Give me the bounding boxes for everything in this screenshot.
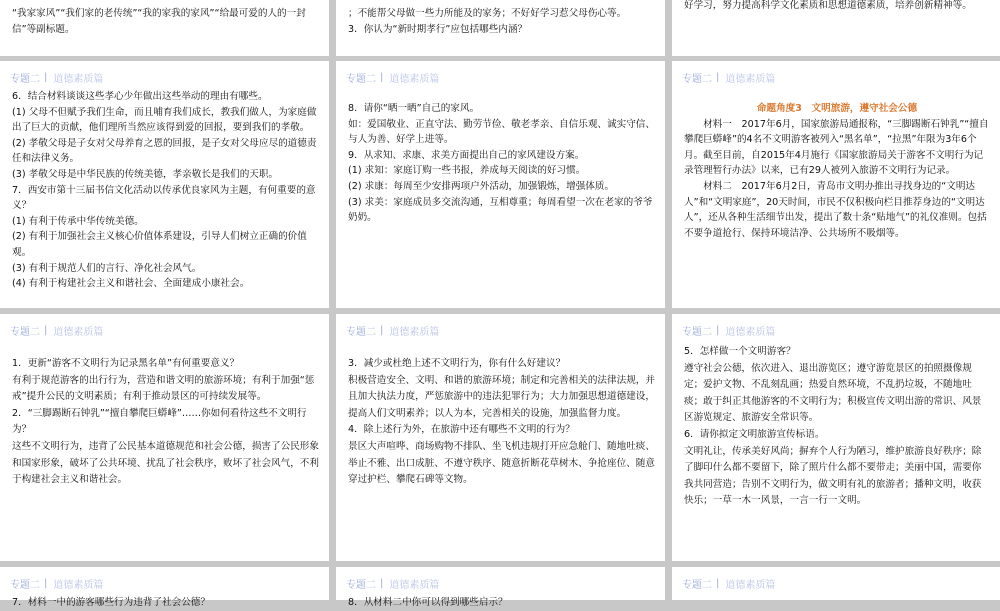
slide-r1c0	[0, 61, 329, 308]
text-line: 3．你认为“新时期孝行”应包括哪些内涵？	[348, 23, 528, 35]
text-line: 好学习，努力提高科学文化素质和思想道德素质，培养创新精神等。	[684, 0, 972, 11]
header-subtitle: 道德素质篇	[53, 73, 104, 85]
question: 7．西安市第十三届书信文化活动以传承优良家风为主题，有何重要的意义？	[12, 184, 316, 212]
slide-r0c0	[0, 0, 329, 56]
text-line: ；不能帮父母做一些力所能及的家务；不好好学习惹父母伤心等。	[348, 8, 627, 19]
question: 6．请你拟定文明旅游宣传标语。	[684, 428, 825, 440]
answer: (4) 有利于构建社会主义和谐社会、全面建成小康社会。	[12, 278, 250, 290]
slide-r3c1	[336, 567, 665, 608]
header-separator: |	[44, 577, 48, 589]
question: 4．除上述行为外，在旅游中还有哪些不文明的行为？	[348, 424, 575, 436]
answer: 景区大声喧哗、商场购物不排队、坐飞机违规打开应急舱门、随地吐痰、举止不雅、出口成脏、不遵守秩序、随意折断花草树木、争抢座位、随意穿过护栏、攀爬石碑等文物。	[348, 440, 655, 486]
slide-header	[10, 69, 103, 85]
header-topic: 专题二	[346, 579, 376, 591]
answer: (3) 有利于规范人们的言行、净化社会风气。	[12, 262, 202, 274]
question: 2．“三脚踢断石钟乳”“擅自攀爬巨蟒峰”……你如何看待这些不文明行为？	[12, 407, 307, 436]
slide-header	[682, 575, 775, 591]
answer: (1) 父母不但赋予我们生命，而且哺育我们成长，教我们做人，为家庭做出了巨大的贡献，他们理所当然应该得到爱的回报，要到我们的孝敬。	[12, 106, 317, 134]
header-separator: |	[716, 577, 720, 589]
answer: (1) 求知：家庭订购一些书报，养成每天阅读的好习惯。	[348, 165, 586, 177]
answer: (3) 孝敬父母是中华民族的传统美德，孝亲敬长是我们的天职。	[12, 168, 279, 180]
slide-header	[10, 322, 103, 338]
header-subtitle: 道德素质篇	[725, 326, 776, 338]
question: 7．材料一中的游客哪些行为违背了社会公德？	[12, 597, 210, 608]
material-text: 材料二 2017年6月2日，青岛市文明办推出寻找身边的“文明达人”和“文明家庭”，20天时间，市民不仅积极向栏目推荐身边的“文明达人”，还从各种生活细节出发，提出了数十条“贴地气”的礼仪准则。包括不要争道抢行、保持环境洁净、公共场所不吸烟等。	[684, 180, 987, 239]
slide-body	[348, 356, 655, 489]
answer: 有利于规范游客的出行行为，营造和谐文明的旅游环境；有利于加强“惩戒”提升公民的文明素质；有利于推动景区的可持续发展等。	[12, 374, 315, 403]
header-topic: 专题二	[346, 73, 376, 85]
header-separator: |	[44, 71, 48, 83]
slide-r0c2	[672, 0, 1000, 56]
question: 8．从材料二中你可以得到哪些启示？	[348, 597, 508, 608]
question: 3．减少或杜绝上述不文明行为，你有什么好建议？	[348, 358, 566, 369]
header-separator: |	[380, 577, 384, 589]
header-topic: 专题二	[682, 73, 712, 85]
header-subtitle: 道德素质篇	[53, 326, 104, 338]
answer: 积极营造安全、文明、和谐的旅游环境；制定和完善相关的法律法规，并且加大执法力度，严惩旅游中的违法犯罪行为；大力加强思想道德建设，提高人们文明素养；以人为本，完善相关的设施，加强监督力度。	[348, 374, 655, 419]
slide-header	[682, 322, 775, 338]
header-topic: 专题二	[682, 326, 712, 338]
slide-body	[684, 344, 990, 510]
text-line: “我家家风”“我们家的老传统”“我的家我的家风”“给最可爱的人的一封信”等副标题。	[12, 8, 306, 35]
header-separator: |	[44, 324, 48, 336]
slide-r1c1	[336, 61, 665, 308]
slide-header	[346, 69, 439, 85]
slide-body	[348, 6, 655, 37]
answer: 遵守社会公德，依次进入、退出游览区；遵守游览景区的拍照摄像规定；爱护文物、不乱刻乱画；热爱自然环境，不乱扔垃圾，不随地吐痰；敢于纠正其他游客的不文明行为；积极宣传文明出游的常识、风景区游览规定、旅游安全常识等。	[684, 362, 982, 424]
header-separator: |	[380, 324, 384, 336]
header-topic: 专题二	[10, 579, 40, 591]
header-separator: |	[716, 324, 720, 336]
slide-r0c1	[336, 0, 665, 56]
question: 1．更新“游客不文明行为记录黑名单”有何重要意义？	[12, 358, 240, 369]
question: 5．怎样做一个文明游客？	[684, 346, 796, 357]
slide-r2c0	[0, 314, 329, 561]
slide-r3c2	[672, 567, 1000, 600]
slide-body	[12, 595, 319, 611]
answer: (3) 求美：家庭成员多交流沟通，互相尊重；每周看望一次在老家的爷爷奶奶。	[348, 196, 653, 224]
answer: (1) 有利于传承中华传统美德。	[12, 215, 144, 227]
answer: (2) 有利于加强社会主义核心价值体系建设，引导人们树立正确的价值观。	[12, 231, 307, 258]
question: 9．从求知、求康、求美方面提出自己的家风建设方案。	[348, 149, 585, 161]
slide-header	[346, 322, 439, 338]
slide-body	[12, 356, 319, 489]
answer: 如：爱国敬业、正直守法、勤劳节俭、敬老孝亲、自信乐观、诚实守信、与人为善、好学上进等。	[348, 118, 655, 146]
material-text: 材料一 2017年6月，国家旅游局通报称，“三脚踢断石钟乳”“擅自攀爬巨蟒峰”的4名不文明游客被列入“黑名单”，“拉黑”年限为3年6个月。截至目前，自2015年4月施行《国家旅游局关于游客不文明行为记录管理暂行办法》以来，已有29人被列入旅游不文明行为记录。	[684, 118, 989, 177]
answer: (2) 求康：每周至少安排两项户外活动，加强锻炼，增强体质。	[348, 180, 615, 192]
header-separator: |	[716, 71, 720, 83]
slide-body	[684, 0, 990, 14]
slide-r3c0	[0, 567, 329, 608]
slide-header	[10, 575, 103, 591]
header-subtitle: 道德素质篇	[53, 579, 104, 591]
header-topic: 专题二	[346, 326, 376, 338]
answer: (2) 孝敬父母是子女对父母养育之恩的回报，是子女对父母应尽的道德责任和法律义务。	[12, 137, 317, 165]
slide-r2c1	[336, 314, 665, 561]
slide-body	[684, 101, 990, 241]
header-topic: 专题二	[10, 326, 40, 338]
slide-r1c2	[672, 61, 1000, 308]
slide-body	[348, 595, 655, 611]
header-topic: 专题二	[10, 73, 40, 85]
answer: 文明礼让，传承美好风尚；摒弃个人行为陋习，维护旅游良好秩序；除了脚印什么都不要留下，除了照片什么都不要带走；美丽中国，需要你我共同营造；告别不文明行为，做文明有礼的旅游者；播种文明，收获快乐；一草一木一风景，一言一行一文明。	[684, 445, 982, 507]
header-separator: |	[380, 71, 384, 83]
slide-header	[346, 575, 439, 591]
question: 6．结合材料谈谈这些孝心少年做出这些举动的理由有哪些。	[12, 91, 268, 102]
slide-r2c2	[672, 314, 1000, 561]
slide-header	[682, 69, 775, 85]
slide-body	[12, 89, 319, 292]
slide-body	[348, 101, 655, 226]
slide-body	[12, 6, 319, 37]
header-topic: 专题二	[682, 579, 712, 591]
header-subtitle: 道德素质篇	[725, 579, 776, 591]
question: 8．请你“晒一晒”自己的家风。	[348, 103, 480, 114]
header-subtitle: 道德素质篇	[389, 73, 440, 85]
section-title: 命题角度3 文明旅游，遵守社会公德	[756, 103, 918, 114]
header-subtitle: 道德素质篇	[725, 73, 776, 85]
answer: 这些不文明行为，违背了公民基本道德规范和社会公德，损害了公民形象和国家形象，破坏了公共环境、扰乱了社会秩序，败坏了社会风气，不利于构建社会主义和谐社会。	[12, 440, 319, 486]
header-subtitle: 道德素质篇	[389, 579, 440, 591]
header-subtitle: 道德素质篇	[389, 326, 440, 338]
